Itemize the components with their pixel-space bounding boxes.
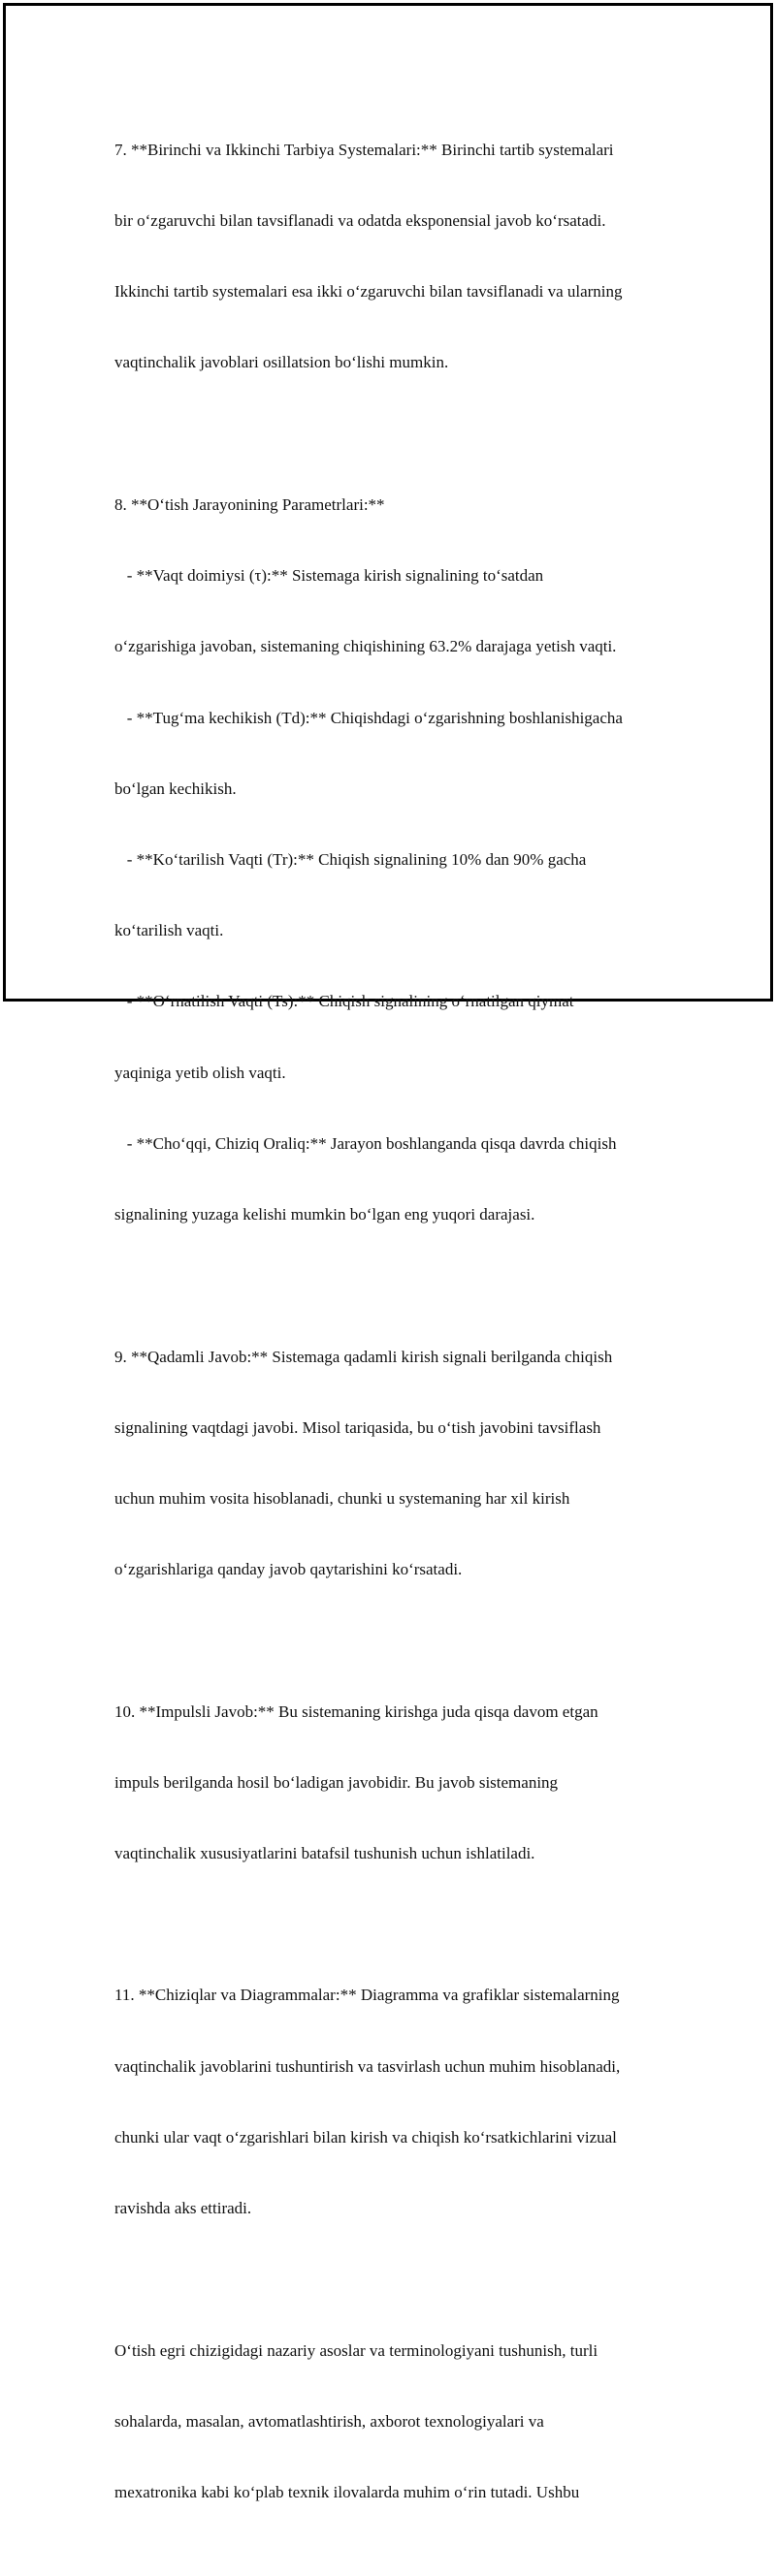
text-line: yaqiniga yetib olish vaqti. [114, 1063, 286, 1082]
text-line: - **Choʻqqi, Chiziq Oraliq:** Jarayon boshlanganda qisqa davrda chiqish [114, 1133, 617, 1153]
text-line: signalining vaqtdagi javobi. Misol tariqasida, bu oʻtish javobini tavsiflash [114, 1417, 601, 1437]
text-line: - **Oʻrnatilish Vaqti (Ts):** Chiqish signalining oʻrnatilgan qiymat [114, 992, 574, 1011]
text-line: vaqtinchalik javoblari osillatsion boʻlishi mumkin. [114, 353, 449, 372]
paragraph-11-diagrams [114, 1937, 696, 2269]
text-line: 10. **Impulsli Javob:** Bu sistemaning kirishga juda qisqa davom etgan [114, 1701, 598, 1721]
text-line: 7. **Birinchi va Ikkinchi Tarbiya Systemalari:** Birinchi tartib systemalari [114, 140, 614, 159]
text-line: chunki ular vaqt oʻzgarishlari bilan kirish va chiqish koʻrsatkichlarini vizual [114, 2127, 617, 2147]
paragraph-7-systems [114, 91, 696, 423]
text-line: oʻzgarishiga javoban, sistemaning chiqishining 63.2% darajaga yetish vaqti. [114, 637, 617, 656]
text-line: ravishda aks ettiradi. [114, 2199, 252, 2218]
paragraph-10-impulse-response [114, 1653, 696, 1913]
text-line: 9. **Qadamli Javob:** Sistemaga qadamli kirish signali berilganda chiqish [114, 1347, 613, 1366]
text-line: bir oʻzgaruvchi bilan tavsiflanadi va odatda eksponensial javob koʻrsatadi. [114, 211, 606, 231]
text-line: vaqtinchalik xususiyatlarini batafsil tushunish uchun ishlatiladi. [114, 1844, 535, 1863]
text-line: signalining yuzaga kelishi mumkin boʻlgan eng yuqori darajasi. [114, 1205, 535, 1224]
text-line: mexatronika kabi koʻplab texnik ilovalarda muhim oʻrin tutadi. Ushbu [114, 2482, 580, 2501]
text-line: oʻzgarishlariga qanday javob qaytarishini koʻrsatadi. [114, 1560, 463, 1579]
text-line: Oʻtish egri chizigidagi nazariy asoslar va terminologiyani tushunish, turli [114, 2340, 598, 2360]
text-line: Ikkinchi tartib systemalari esa ikki oʻzgaruvchi bilan tavsiflanadi va ularning [114, 282, 623, 302]
text-line: sohalarda, masalan, avtomatlashtirish, axborot texnologiyalari va [114, 2411, 544, 2431]
text-line: koʻtarilish vaqti. [114, 921, 224, 940]
text-line: 11. **Chiziqlar va Diagrammalar:** Diagramma va grafiklar sistemalarning [114, 1986, 620, 2005]
paragraph-8-parameters [114, 446, 696, 1274]
paragraph-conclusion [114, 2292, 696, 2552]
text-line: uchun muhim vosita hisoblanadi, chunki u systemaning har xil kirish [114, 1488, 570, 1508]
paragraph-9-step-response [114, 1298, 696, 1630]
text-line: impuls berilganda hosil boʻladigan javobidir. Bu javob sistemaning [114, 1772, 559, 1792]
text-line: - **Koʻtarilish Vaqti (Tr):** Chiqish signalining 10% dan 90% gacha [114, 849, 587, 869]
text-line: - **Tugʻma kechikish (Td):** Chiqishdagi oʻzgarishning boshlanishigacha [114, 708, 623, 727]
text-line: 8. **Oʻtish Jarayonining Parametrlari:** [114, 494, 385, 514]
document-body [114, 91, 696, 2576]
text-line: boʻlgan kechikish. [114, 779, 237, 798]
text-line: vaqtinchalik javoblarini tushuntirish va tasvirlash uchun muhim hisoblanadi, [114, 2056, 621, 2076]
text-line: - **Vaqt doimiysi (τ):** Sistemaga kirish signalining toʻsatdan [114, 566, 544, 586]
